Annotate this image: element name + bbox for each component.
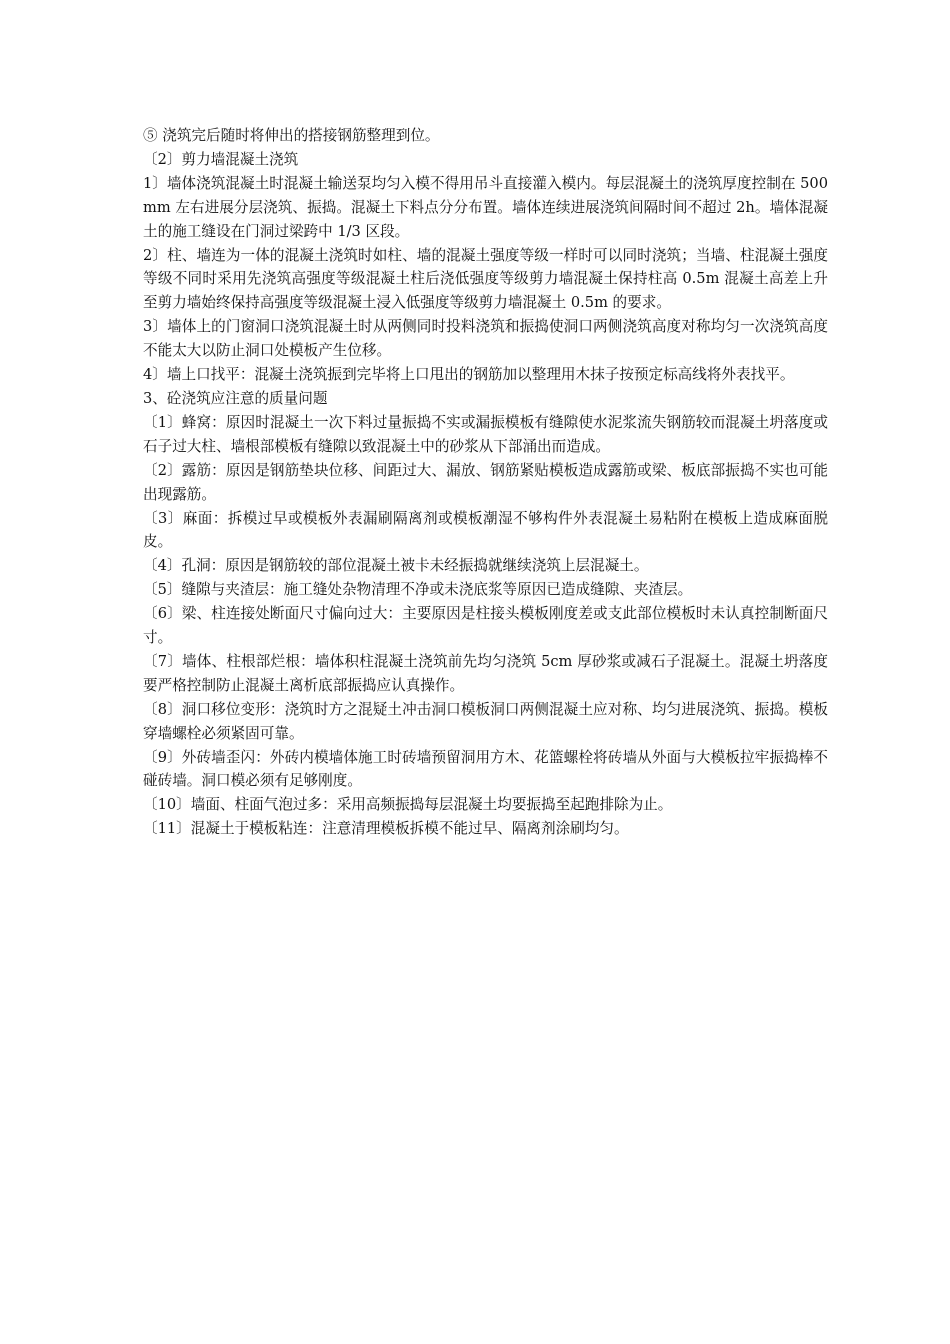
paragraph-quality-heading: 3、砼浇筑应注意的质量问题 <box>143 389 328 407</box>
paragraph-honeycomb: 〔1〕蜂窝：原因时混凝土一次下料过量振捣不实或漏振模板有缝隙使水泥浆流失钢筋较而混凝土坍落度或石子过大柱、墙根部模板有缝隙以致混凝土中的砂浆从下部涌出而造成。 <box>143 413 828 455</box>
paragraph-brick-wall-tilt: 〔9〕外砖墙歪闪：外砖内模墙体施工时砖墙预留洞用方木、花篮螺栓将砖墙从外面与大模板拉牢振捣棒不碰砖墙。洞口模必须有足够刚度。 <box>143 748 828 790</box>
paragraph-opening-pouring: 3〕墙体上的门窗洞口浇筑混凝土时从两侧同时投料浇筑和振捣使洞口两侧浇筑高度对称均匀一次浇筑高度不能太大以防止洞口处模板产生位移。 <box>143 318 828 360</box>
paragraph-wall-pouring: 1〕墙体浇筑混凝土时混凝土输送泵均匀入模不得用吊斗直接灌入模内。每层混凝土的浇筑厚度控制在 500mm 左右进展分层浇筑、振捣。混凝土下料点分分布置。墙体连续进展浇筑间隔时间不超过 2h。墙体混凝土的施工缝设在门洞过梁跨中 1/3 区段。 <box>143 174 828 240</box>
paragraph-wall-leveling: 4〕墙上口找平：混凝土浇筑振到完毕将上口甩出的钢筋加以整理用木抹子按预定标高线将外表找平。 <box>143 366 795 384</box>
paragraph-air-bubbles: 〔10〕墙面、柱面气泡过多：采用高频振捣每层混凝土均要振捣至起跑排除为止。 <box>143 796 673 814</box>
paragraph-holes: 〔4〕孔洞：原因是钢筋较的部位混凝土被卡未经振捣就继续浇筑上层混凝土。 <box>143 557 649 575</box>
document-body <box>143 124 828 841</box>
paragraph-section-deviation: 〔6〕梁、柱连接处断面尺寸偏向过大：主要原因是柱接头模板刚度差或支此部位模板时未认真控制断面尺寸。 <box>143 605 828 647</box>
paragraph-column-wall-pouring: 2〕柱、墙连为一体的混凝土浇筑时如柱、墙的混凝土强度等级一样时可以同时浇筑；当墙、柱混凝土强度等级不同时采用先浇筑高强度等级混凝土柱后浇低强度等级剪力墙混凝土保持柱高 0.5m 混凝土高差上升至剪力墙始终保持高强度等级混凝土浸入低强度等级剪力墙混凝土 0.5m 的要求。 <box>143 246 828 312</box>
paragraph-pitted-surface: 〔3〕麻面：拆模过早或模板外表漏刷隔离剂或模板潮湿不够构件外表混凝土易粘附在模板上造成麻面脱皮。 <box>143 509 828 551</box>
paragraph-step-5: ⑤ 浇筑完后随时将伸出的搭接钢筋整理到位。 <box>143 127 440 144</box>
paragraph-shear-wall-heading: 〔2〕剪力墙混凝土浇筑 <box>143 150 299 168</box>
paragraph-exposed-rebar: 〔2〕露筋：原因是钢筋垫块位移、间距过大、漏放、钢筋紧贴模板造成露筋或梁、板底部振捣不实也可能出现露筋。 <box>143 461 828 503</box>
paragraph-root-rot: 〔7〕墙体、柱根部烂根：墙体积柱混凝土浇筑前先均匀浇筑 5cm 厚砂浆或减石子混凝土。混凝土坍落度要严格控制防止混凝土离析底部振捣应认真操作。 <box>143 652 828 694</box>
paragraph-formwork-adhesion: 〔11〕混凝土于模板粘连：注意清理模板拆模不能过早、隔离剂涂刷均匀。 <box>143 820 629 838</box>
paragraph-opening-deformation: 〔8〕洞口移位变形：浇筑时方之混疑土冲击洞口模板洞口两侧混凝土应对称、均匀进展浇筑、振捣。模板穿墙螺栓必须紧固可靠。 <box>143 700 828 742</box>
paragraph-gaps-slag: 〔5〕缝隙与夹渣层：施工缝处杂物清理不净或未浇底浆等原因已造成缝隙、夹渣层。 <box>143 581 693 599</box>
